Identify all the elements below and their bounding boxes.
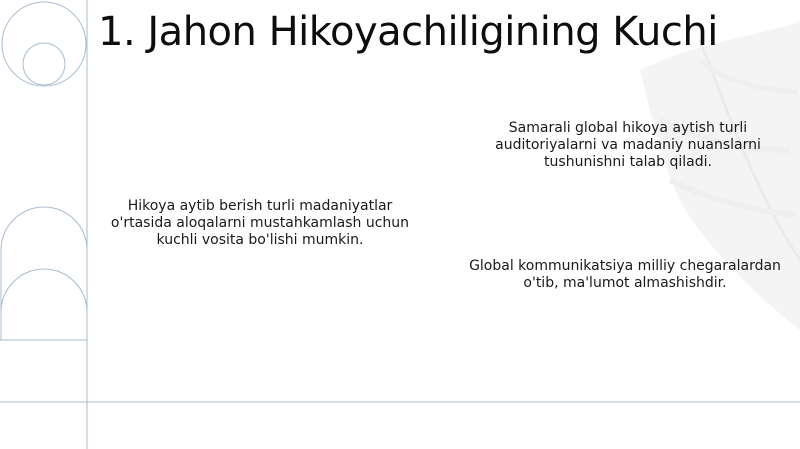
text-block-culture-nuances: Samarali global hikoya aytish turli auditoriyalarni va madaniy nuanslarni tushunishni talab qiladi. xyxy=(495,120,761,170)
upper-arch-decoration xyxy=(1,207,87,340)
text-block-global-communication: Global kommunikatsiya milliy chegaralardan o'tib, ma'lumot almashishdir. xyxy=(469,258,781,291)
small-circle-decoration xyxy=(23,43,65,85)
slide-title: 1. Jahon Hikoyachiligining Kuchi xyxy=(98,9,718,55)
large-circle-decoration xyxy=(2,2,86,86)
lower-arch-decoration xyxy=(1,269,87,340)
text-block-storytelling-tool: Hikoya aytib berish turli madaniyatlar o'rtasida aloqalarni mustahkamlash uchun kuchli vosita bo'lishi mumkin. xyxy=(110,198,410,248)
